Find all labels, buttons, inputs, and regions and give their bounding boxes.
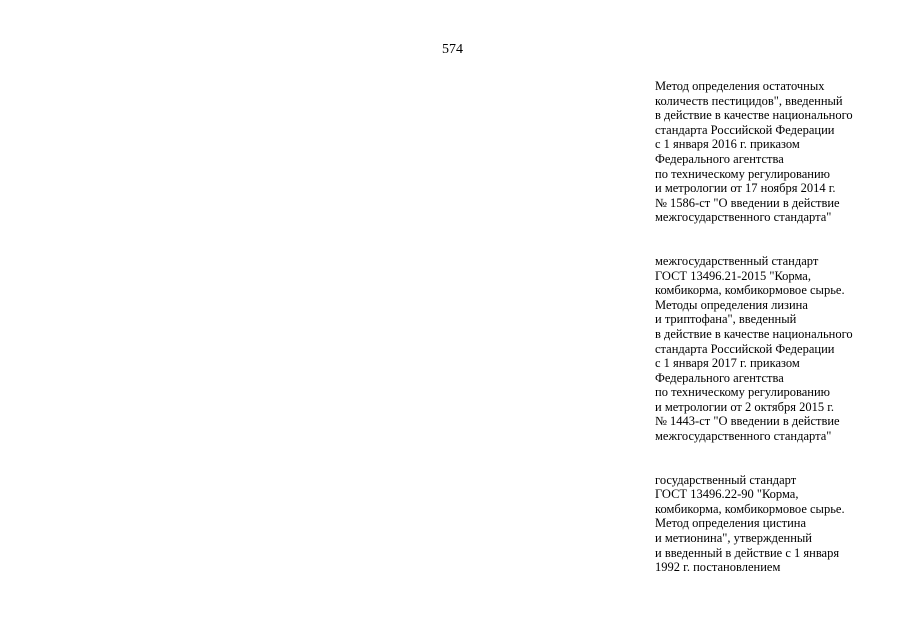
text-line: межгосударственный стандарт <box>655 253 819 268</box>
text-line: государственный стандарт <box>655 472 797 487</box>
text-line: межгосударственного стандарта" <box>655 429 832 444</box>
text-line: и метрологии от 17 ноября 2014 г. <box>655 181 836 196</box>
paragraph-2 <box>655 254 895 444</box>
text-line: Федерального агентства <box>655 151 784 166</box>
text-line: ГОСТ 13496.21-2015 "Корма, <box>655 268 811 283</box>
text-line: № 1586-ст "О введении в действие <box>655 195 840 210</box>
document-text-column <box>655 79 895 604</box>
text-line: комбикорма, комбикормовое сырье. <box>655 283 845 298</box>
text-line: Методы определения лизина <box>655 297 808 312</box>
text-line: по техническому регулированию <box>655 385 831 400</box>
text-line: количеств пестицидов", введенный <box>655 93 843 108</box>
text-line: в действие в качестве национального <box>655 108 853 123</box>
paragraph-1 <box>655 79 895 225</box>
text-line: комбикорма, комбикормовое сырье. <box>655 501 845 516</box>
text-line: по техническому регулированию <box>655 166 831 181</box>
paragraph-3 <box>655 473 895 575</box>
text-line: и триптофана", введенный <box>655 312 797 327</box>
text-line: и метрологии от 2 октября 2015 г. <box>655 399 835 414</box>
text-line: № 1443-ст "О введении в действие <box>655 414 840 429</box>
text-line: ГОСТ 13496.22-90 "Корма, <box>655 487 799 502</box>
text-line: 1992 г. постановлением <box>655 560 781 575</box>
text-line: в действие в качестве национального <box>655 326 853 341</box>
text-line: стандарта Российской Федерации <box>655 341 835 356</box>
text-line: и метионина", утвержденный <box>655 531 812 546</box>
text-line: и введенный в действие с 1 января <box>655 545 840 560</box>
text-line: стандарта Российской Федерации <box>655 122 835 137</box>
text-line: Метод определения остаточных <box>655 79 825 93</box>
text-line: с 1 января 2017 г. приказом <box>655 356 800 371</box>
text-line: с 1 января 2016 г. приказом <box>655 137 800 152</box>
text-line: Федерального агентства <box>655 370 784 385</box>
text-line: Метод определения цистина <box>655 516 807 531</box>
text-line: межгосударственного стандарта" <box>655 210 832 225</box>
page-number: 574 <box>442 42 463 57</box>
